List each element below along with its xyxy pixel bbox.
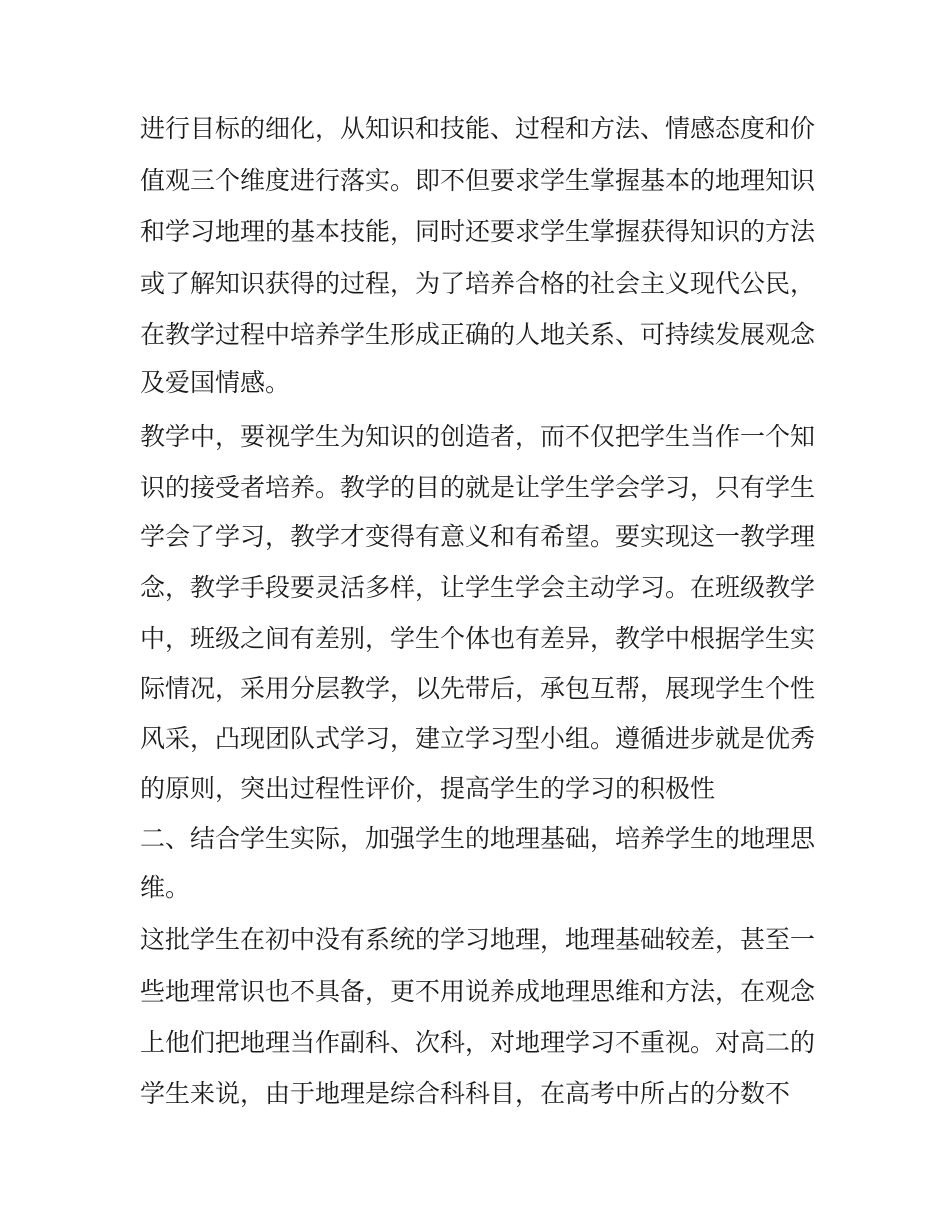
text-line: 识的接受者培养。教学的目的就是让学生学会学习，只有学生 [140,473,816,502]
text-line: 在教学过程中培养学生形成正确的人地关系、可持续发展观念 [140,320,816,349]
section-heading: 二、结合学生实际，加强学生的地理基础，培养学生的地理思 [140,824,816,853]
text-line: 学会了学习，教学才变得有意义和有希望。要实现这一教学理 [140,522,816,551]
text-line: 和学习地理的基本技能，同时还要求学生掌握获得知识的方法 [140,217,816,246]
text-line: 际情况，采用分层教学，以先带后，承包互帮，展现学生个性 [140,674,816,703]
text-line: 值观三个维度进行落实。即不但要求学生掌握基本的地理知识 [140,166,816,195]
text-line: 进行目标的细化，从知识和技能、过程和方法、情感态度和价 [140,114,816,143]
text-line: 风采，凸现团队式学习，建立学习型小组。遵循进步就是优秀 [140,724,816,753]
text-line: 的原则，突出过程性评价，提高学生的学习的积极性 [140,774,716,803]
text-line: 念，教学手段要灵活多样，让学生学会主动学习。在班级教学 [140,573,816,602]
text-line: 些地理常识也不具备，更不用说养成地理思维和方法，在观念 [140,977,816,1006]
text-line: 这批学生在初中没有系统的学习地理，地理基础较差，甚至一 [140,925,816,954]
text-line: 学生来说，由于地理是综合科科目，在高考中所占的分数不 [140,1079,791,1108]
section-heading: 维。 [140,873,191,902]
text-line: 教学中，要视学生为知识的创造者，而不仅把学生当作一个知 [140,422,816,451]
text-line: 及爱国情感。 [140,368,291,397]
text-line: 上他们把地理当作副科、次科，对地理学习不重视。对高二的 [140,1028,816,1057]
text-line: 或了解知识获得的过程，为了培养合格的社会主义现代公民， [140,269,816,298]
text-line: 中，班级之间有差别，学生个体也有差异，教学中根据学生实 [140,624,816,653]
